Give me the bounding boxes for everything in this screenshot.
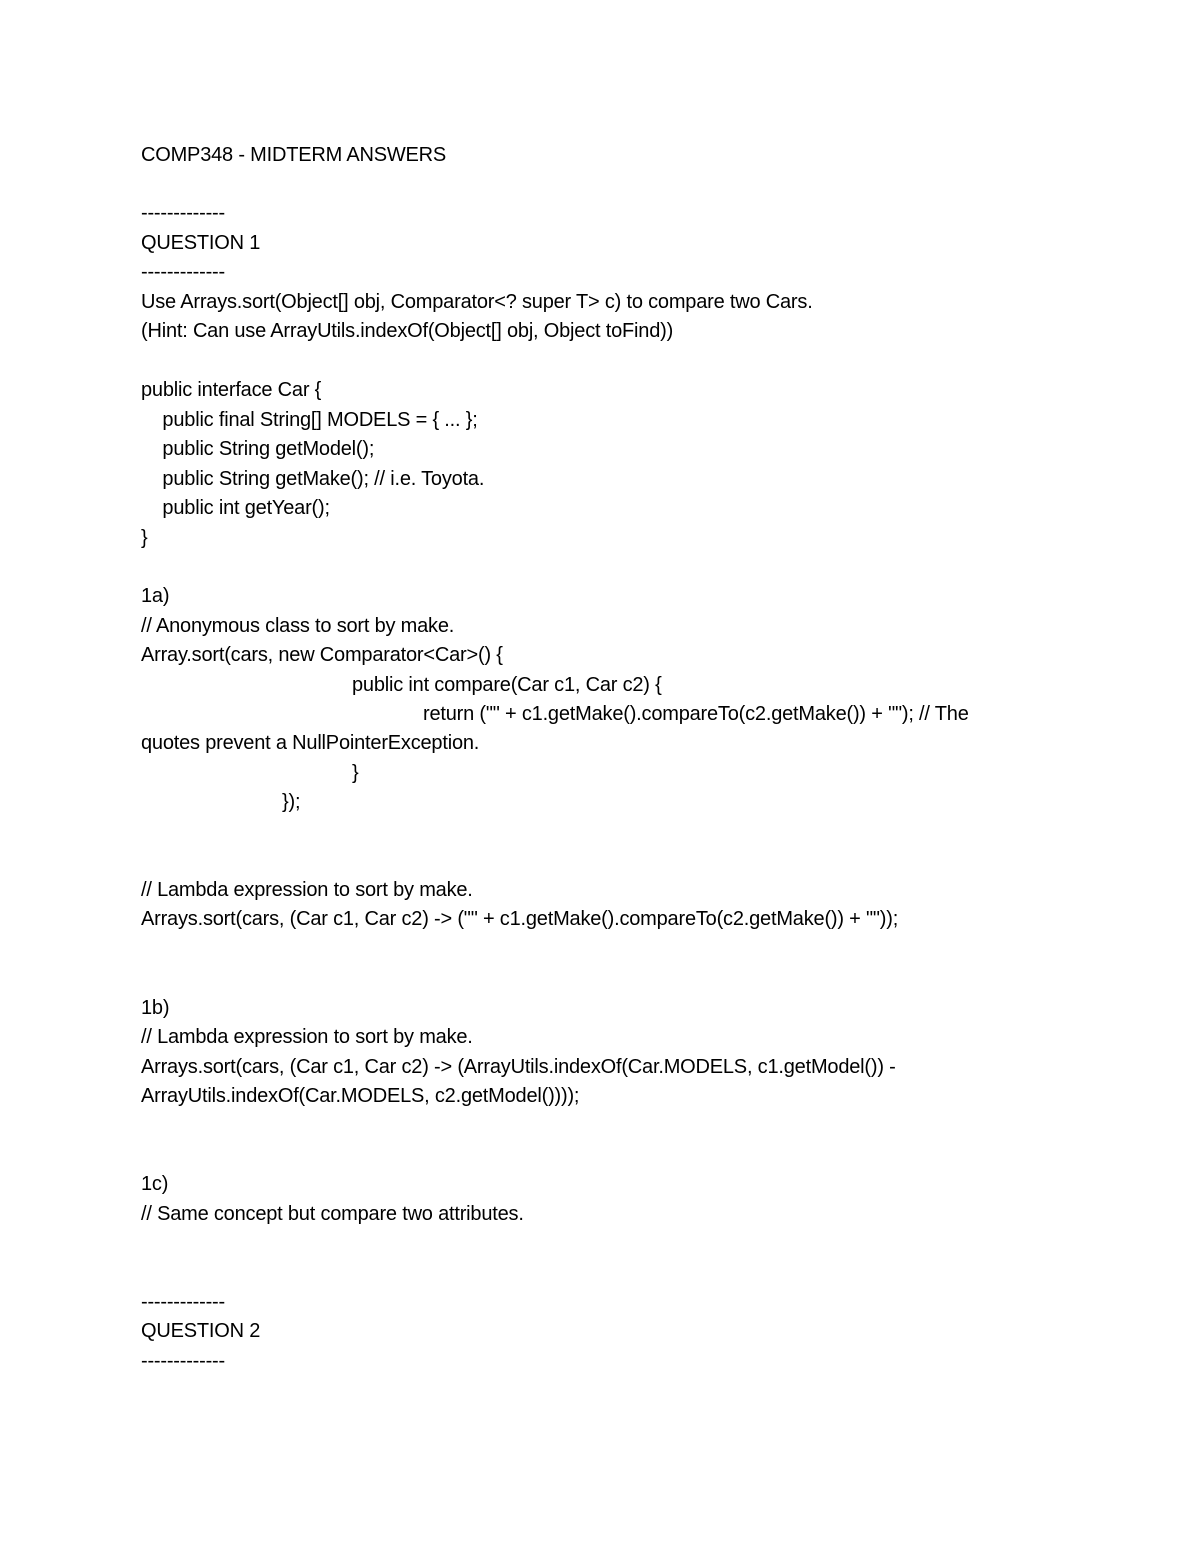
q1c-comment: // Same concept but compare two attributes.	[141, 1203, 524, 1225]
document-title: COMP348 - MIDTERM ANSWERS	[141, 144, 447, 166]
q2-divider-top: -------------	[141, 1291, 225, 1313]
q1-divider-bottom: -------------	[141, 261, 225, 283]
q1b-line: ArrayUtils.indexOf(Car.MODELS, c2.getModel())));	[141, 1085, 580, 1107]
q1-divider-top: -------------	[141, 202, 225, 224]
q1a-anon-line: return ("" + c1.getMake().compareTo(c2.getMake()) + ""); // The	[423, 703, 969, 725]
q1a-anon-line: Array.sort(cars, new Comparator<Car>() {	[141, 644, 503, 666]
q1-intro: Use Arrays.sort(Object[] obj, Comparator<? super T> c) to compare two Cars.	[141, 291, 813, 313]
q1a-anon-line: quotes prevent a NullPointerException.	[141, 732, 480, 754]
q1a-anon-line: public int compare(Car c1, Car c2) {	[352, 674, 662, 696]
code-line: public String getModel();	[141, 438, 375, 460]
q1a-anon-line: });	[282, 791, 301, 813]
q1a-lambda-line: Arrays.sort(cars, (Car c1, Car c2) -> ("" + c1.getMake().compareTo(c2.getMake()) + ""));	[141, 908, 899, 930]
q2-divider-bottom: -------------	[141, 1350, 225, 1372]
code-line: public String getMake(); // i.e. Toyota.	[141, 468, 485, 490]
q1c-label: 1c)	[141, 1173, 169, 1195]
q1b-comment: // Lambda expression to sort by make.	[141, 1026, 473, 1048]
code-line: public int getYear();	[141, 497, 330, 519]
code-line: public final String[] MODELS = { ... };	[141, 409, 478, 431]
q1a-label: 1a)	[141, 585, 170, 607]
code-line: }	[141, 527, 148, 549]
q1a-comment-lambda: // Lambda expression to sort by make.	[141, 879, 473, 901]
q2-heading: QUESTION 2	[141, 1320, 261, 1342]
q1a-comment-anonymous: // Anonymous class to sort by make.	[141, 615, 455, 637]
q1-hint: (Hint: Can use ArrayUtils.indexOf(Object[] obj, Object toFind))	[141, 320, 674, 342]
q1b-label: 1b)	[141, 997, 170, 1019]
q1-heading: QUESTION 1	[141, 232, 261, 254]
q1b-line: Arrays.sort(cars, (Car c1, Car c2) -> (ArrayUtils.indexOf(Car.MODELS, c1.getModel()) -	[141, 1056, 896, 1078]
q1a-anon-line: }	[352, 762, 359, 784]
code-line: public interface Car {	[141, 379, 322, 401]
